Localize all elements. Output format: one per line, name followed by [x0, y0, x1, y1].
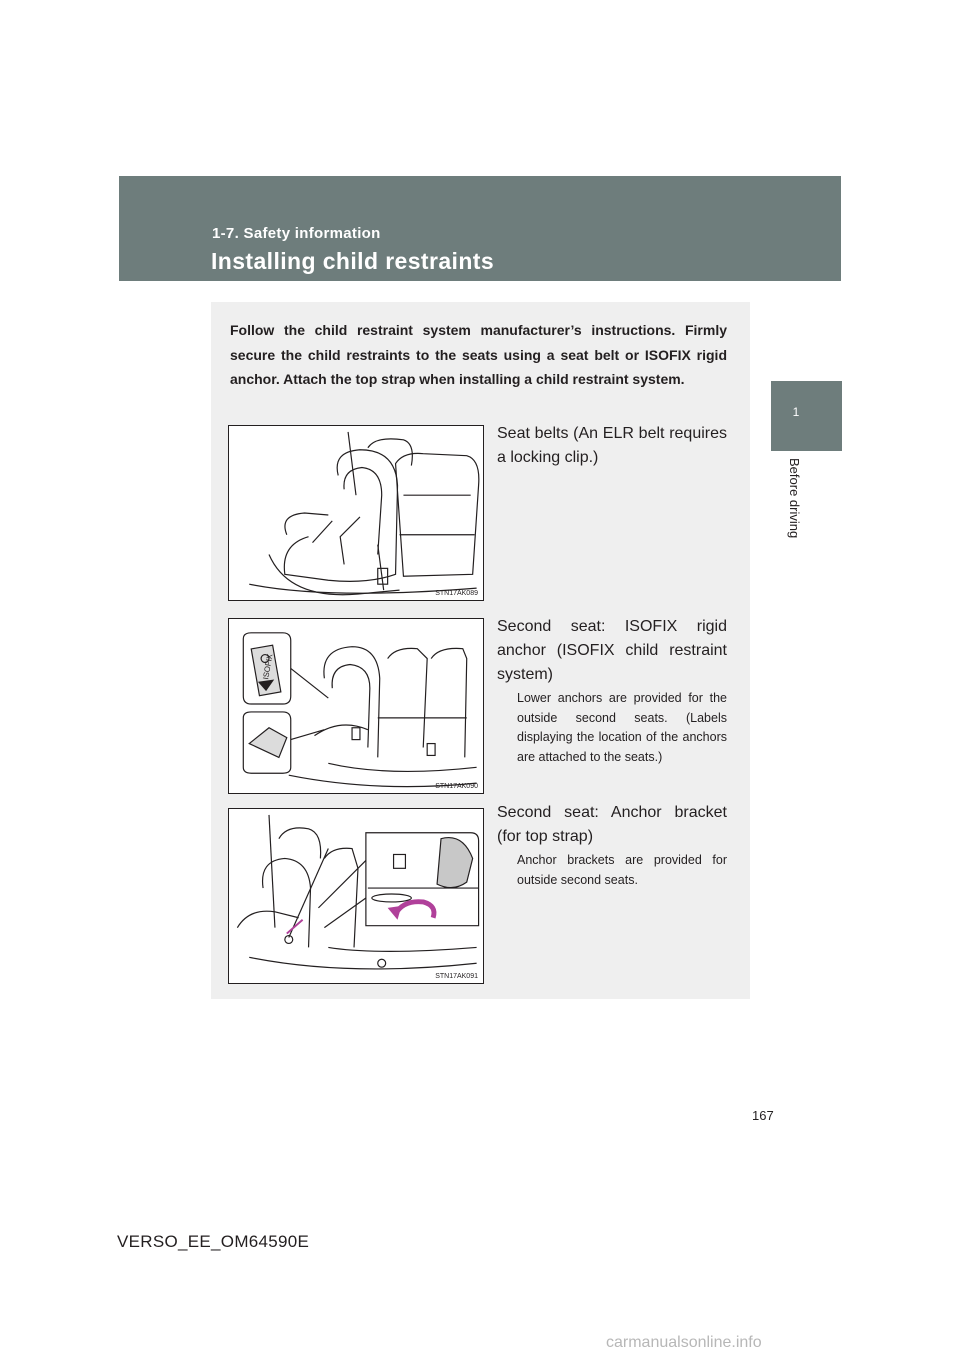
item-desc-isofix: Lower anchors are provided for the outside second seats. (Labels displaying the location of the anchors are attached to the seats.): [517, 691, 727, 764]
intro-text: Follow the child restraint system manufacturer’s instructions. Firmly secure the child restraints to the seats using a seat belt or ISOFIX rigid anchor. Attach the top strap when installing a child restraint system.: [230, 322, 727, 387]
section-label: 1-7. Safety information: [212, 225, 381, 242]
figure-isofix: [228, 618, 484, 794]
figure-anchor-bracket: [228, 808, 484, 984]
doc-code: VERSO_EE_OM64590E: [117, 1232, 310, 1251]
isofix-label: ISOFIX: [261, 653, 275, 681]
chapter-name: Before driving: [787, 458, 802, 539]
item-heading-seat-belts: Seat belts (An ELR belt requires a locking clip.): [497, 425, 727, 466]
figure-code: STN17AK089: [435, 590, 478, 597]
site-watermark: carmanualsonline.info: [606, 1334, 762, 1351]
page-title: Installing child restraints: [211, 248, 495, 274]
chapter-number: 1: [792, 405, 800, 419]
item-desc-anchor-bracket: Anchor brackets are provided for outside second seats.: [517, 853, 727, 887]
seat-belt-illustration: [229, 426, 483, 600]
figure-code: STN17AK091: [435, 973, 478, 980]
item-heading-anchor-bracket: Second seat: Anchor bracket (for top strap): [497, 804, 727, 845]
anchor-bracket-illustration: [229, 809, 483, 983]
figure-seat-belt: [228, 425, 484, 601]
isofix-illustration: [229, 619, 483, 793]
page-number: 167: [752, 1108, 774, 1123]
figure-code: STN17AK090: [435, 783, 478, 790]
item-heading-isofix: Second seat: ISOFIX rigid anchor (ISOFIX child restraint system): [497, 618, 727, 683]
